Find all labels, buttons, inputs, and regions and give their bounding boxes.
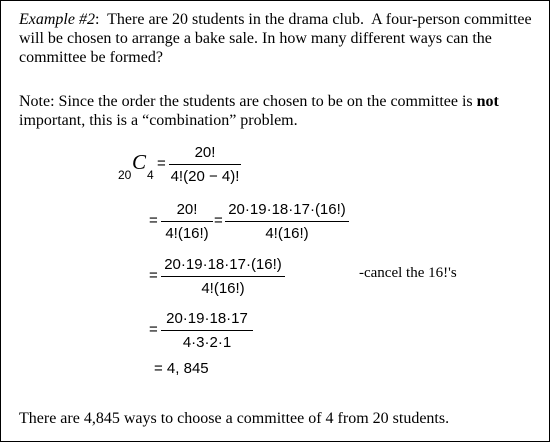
fraction-bar: [161, 330, 253, 331]
example-text-line-3: committee be formed?: [19, 49, 163, 66]
note-line-2: important, this is a “combination” problem.: [19, 112, 298, 129]
fraction-bar: [161, 221, 213, 222]
example-paragraph: [19, 10, 539, 67]
equals-sign-3: =: [214, 212, 223, 229]
fraction-bar: [161, 276, 285, 277]
fraction-step-2a: [161, 201, 213, 243]
result-value: = 4, 845: [154, 360, 209, 377]
fraction-step-2a-numerator: 20!: [176, 201, 198, 218]
fraction-step-2a-denominator: 4!(16!): [165, 225, 209, 242]
equals-sign-5: =: [149, 321, 158, 338]
conclusion-sentence: There are 4,845 ways to choose a committee of 4 from 20 students.: [19, 410, 450, 427]
cancel-note: -cancel the 16!'s: [359, 265, 457, 281]
fraction-step-4-numerator: 20·19·18·17: [166, 310, 248, 327]
fraction-step-3-numerator: 20·19·18·17·(16!): [164, 256, 282, 273]
note-line-1: Note: Since the order the students are chosen to be on the committee is: [19, 93, 477, 110]
equals-sign-2: =: [149, 212, 158, 229]
combination-n: 20: [118, 168, 132, 182]
fraction-step-4-denominator: 4·3·2·1: [182, 334, 232, 351]
example-text-line-2: will be chosen to arrange a bake sale. In how many different ways can the: [19, 30, 492, 47]
equals-sign-4: =: [149, 267, 158, 284]
fraction-step-4: [161, 310, 253, 352]
equals-sign-1: =: [157, 155, 166, 172]
fraction-bar: [225, 221, 349, 222]
fraction-step-1-numerator: 20!: [194, 144, 216, 161]
fraction-step-2b-numerator: 20·19·18·17·(16!): [228, 201, 346, 218]
fraction-step-2b: [225, 201, 349, 243]
fraction-step-1-denominator: 4!(20 − 4)!: [170, 168, 240, 185]
fraction-step-2b-denominator: 4!(16!): [265, 225, 309, 242]
combination-symbol: C: [132, 150, 147, 174]
example-text-line-1: There are 20 students in the drama club. A four-person committee: [99, 11, 532, 28]
fraction-step-3: [161, 256, 285, 298]
note-bold-word: not: [476, 93, 499, 110]
combination-k: 4: [147, 168, 154, 182]
note-paragraph: [19, 92, 539, 130]
example-title: Example #2: [19, 11, 95, 28]
example-title-colon: :: [94, 11, 100, 28]
fraction-step-3-denominator: 4!(16!): [201, 280, 245, 297]
fraction-bar: [169, 164, 241, 165]
fraction-step-1: [169, 144, 241, 186]
